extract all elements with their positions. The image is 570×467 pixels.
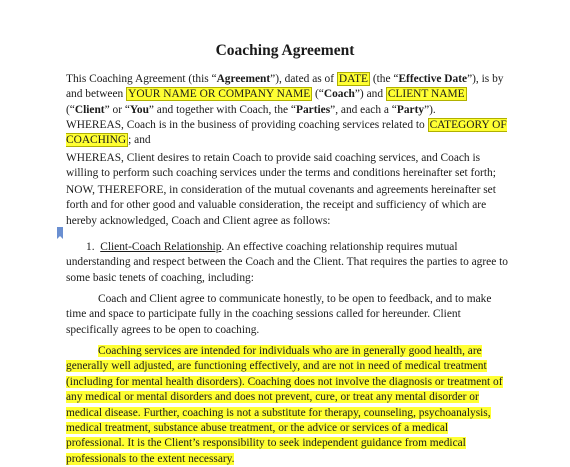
paragraph-marker-icon[interactable]	[57, 227, 63, 239]
intro-text: ” and together with Coach, the “	[148, 103, 296, 116]
section-text: . An effective coaching relationship requires mutual understanding and respect between the Coach and the Client. That requires the parties to agree to some basic tenets of coaching, including:	[66, 241, 508, 284]
term-effective-date: Effective Date	[398, 73, 468, 85]
client-name-placeholder[interactable]: CLIENT NAME	[387, 88, 465, 101]
date-placeholder[interactable]: DATE	[338, 73, 368, 85]
document-title: Coaching Agreement	[215, 42, 355, 59]
whereas-paragraph-1	[66, 118, 508, 149]
section-1-paragraph	[66, 240, 508, 286]
term-parties: Parties	[295, 103, 331, 116]
coach-name-placeholder[interactable]: YOUR NAME OR COMPANY NAME	[128, 88, 311, 101]
disclaimer-paragraph	[66, 344, 508, 467]
disclaimer-highlighted-text: Coaching services are intended for individuals who are in generally good health, are generally well adjusted, are functioning effectively, and are not in need of medical treatment (including for mental health disorders). Coaching does not involve the diagnosis or treatment of any medical or mental disorders and does not prevent, cure, or treat any mental disorder or medical disease. Further, coaching is not a substitute for therapy, counseling, psychoanalysis, medical treatment, substance abuse treatment, or the advice or services of a medical professional. It is the Client’s responsibility to seek independent guidance from medical professionals to the extent necessary.	[66, 345, 503, 465]
intro-text: (the “	[369, 73, 399, 85]
whereas-paragraph-2: WHEREAS, Client desires to retain Coach to provide said coaching services, and Coach is willing to perform such coaching services under the terms and conditions hereinafter set forth;	[66, 152, 496, 180]
whereas-text: ; and	[128, 134, 151, 147]
whereas-text: WHEREAS, Coach is in the business of providing coaching services related to	[66, 119, 428, 131]
term-coach: Coach	[323, 88, 355, 101]
intro-text: This Coaching Agreement (this “	[66, 73, 217, 85]
section-heading: Client-Coach Relationship	[100, 241, 222, 253]
term-agreement: Agreement	[216, 73, 271, 85]
term-you: You	[129, 103, 149, 116]
category-placeholder[interactable]: CATEGORY OF COACHING	[66, 119, 507, 147]
intro-text: (“	[312, 88, 324, 101]
intro-text: ” or “	[104, 103, 130, 116]
section-number: 1.	[86, 241, 95, 253]
intro-text: ”, and each a “	[330, 103, 397, 116]
therefore-paragraph: NOW, THEREFORE, in consideration of the mutual covenants and agreements hereinafter set forth and for other good and valuable consideration, the receipt and sufficiency of which are hereby acknowledged, Coach and Client agree as follows:	[66, 184, 496, 227]
term-client: Client	[74, 103, 105, 116]
intro-text: ”), is by and between	[66, 73, 504, 101]
term-party: Party	[396, 103, 425, 116]
communication-paragraph: Coach and Client agree to communicate honestly, to be open to feedback, and to make time and space to participate fully in the coaching sessions called for hereunder. Client specifically agrees to be open to coaching.	[66, 293, 492, 336]
intro-text: ”), dated as of	[270, 73, 337, 85]
intro-paragraph	[66, 72, 508, 118]
intro-text: ”) and	[354, 88, 386, 101]
intro-text: ”).	[424, 103, 436, 116]
intro-text: (“	[66, 103, 75, 116]
